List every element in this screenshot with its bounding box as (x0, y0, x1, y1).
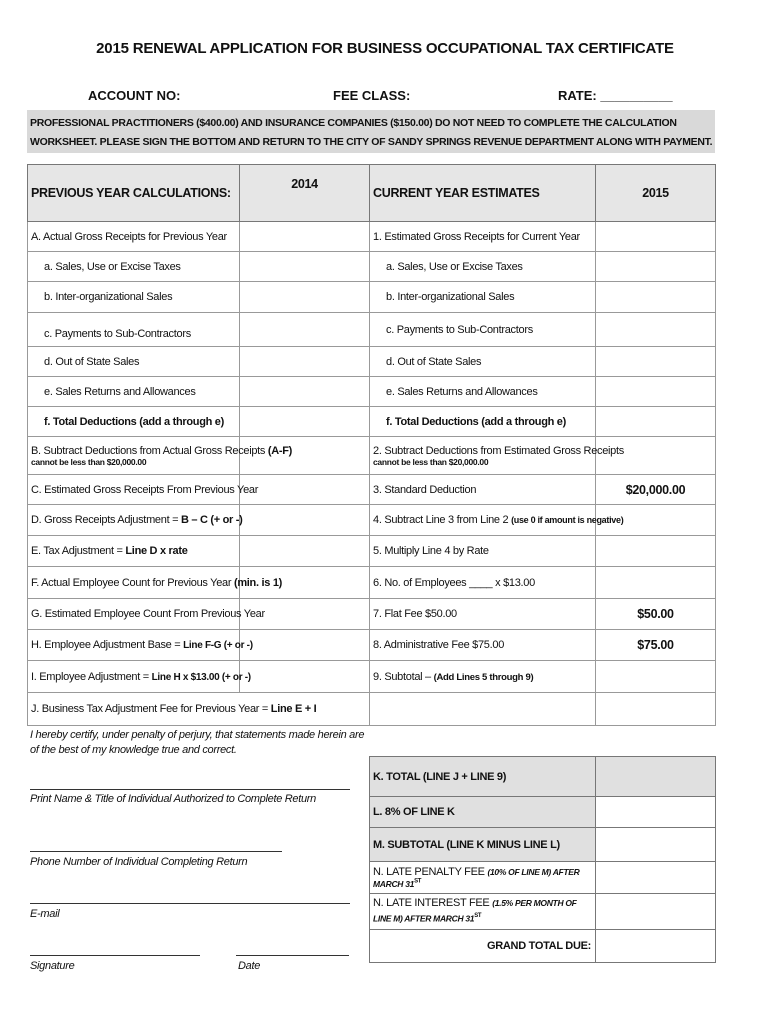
late-penalty-input[interactable] (596, 862, 716, 894)
totals-table (369, 756, 716, 963)
row-9-text: 9. Subtotal – (373, 670, 434, 683)
row-5-2015-input[interactable] (596, 536, 716, 567)
table-row (28, 222, 716, 252)
row-2-note: cannot be less than $20,000.00 (373, 456, 489, 467)
row-9-2015-input[interactable] (596, 661, 716, 693)
print-name-label: Print Name & Title of Individual Authorized to Complete Return (30, 793, 316, 805)
row-d-formula: B – C (+ or -) (180, 514, 243, 526)
grand-total-input[interactable] (596, 930, 716, 963)
table-row (28, 313, 716, 347)
table-row (28, 505, 716, 536)
row-e-text: E. Tax Adjustment = (31, 545, 126, 557)
row-c-label: C. Estimated Gross Receipts From Previous Year (28, 475, 240, 505)
row-7-label: 7. Flat Fee $50.00 (370, 599, 596, 630)
row-1-d-2015-input[interactable] (596, 347, 716, 377)
row-h-text: H. Employee Adjustment Base = (31, 639, 184, 651)
row-a-a-label: a. Sales, Use or Excise Taxes (28, 252, 240, 282)
row-2-label (370, 437, 624, 475)
signature-label: Signature (30, 960, 75, 972)
row-h-label (28, 630, 253, 661)
row-h-2014-input[interactable] (240, 630, 370, 661)
fee-class-label: FEE CLASS: (333, 88, 411, 103)
total-m-input[interactable] (596, 828, 716, 862)
row-a-f-2014-input[interactable] (240, 407, 370, 437)
row-a-label: A. Actual Gross Receipts for Previous Year (28, 222, 240, 252)
row-f-formula: (min. is 1) (233, 576, 282, 589)
row-2-text: 2. Subtract Deductions from Estimated Gross Receipts (373, 444, 624, 457)
row-a-c-2014-input[interactable] (240, 313, 370, 347)
phone-label: Phone Number of Individual Completing Return (30, 856, 248, 868)
late-interest-label (370, 894, 596, 930)
row-6-2015-input[interactable] (596, 567, 716, 599)
current-year-header: CURRENT YEAR ESTIMATES (370, 165, 596, 222)
email-line[interactable] (30, 903, 350, 904)
row-e-label (28, 536, 240, 567)
table-row (28, 693, 716, 726)
row-1-b-2015-input[interactable] (596, 282, 716, 313)
row-c-2014-input[interactable] (240, 475, 370, 505)
total-k-input[interactable] (596, 757, 716, 797)
table-row (28, 536, 716, 567)
table-row (28, 437, 716, 475)
row-1-e-label: e. Sales Returns and Allowances (370, 377, 596, 407)
row-1-b-label: b. Inter-organizational Sales (370, 282, 596, 313)
late-penalty-text: N. LATE PENALTY FEE (373, 865, 488, 878)
row-g-label: G. Estimated Employee Count From Previous Year (28, 599, 240, 630)
row-3-label: 3. Standard Deduction (370, 475, 596, 505)
certification-statement: I hereby certify, under penalty of perjury, that statements made herein are of the best of my knowledge true and correct. (30, 729, 365, 756)
form-title: 2015 RENEWAL APPLICATION FOR BUSINESS OCCUPATIONAL TAX CERTIFICATE (96, 40, 674, 57)
print-name-line[interactable] (30, 789, 350, 790)
year-2014-header: 2014 (240, 165, 370, 222)
late-penalty-note: (10% OF LINE M) AFTER MARCH 31 (373, 866, 580, 889)
year-2015-header: 2015 (596, 165, 716, 222)
row-f-label (28, 567, 282, 599)
row-i-text: I. Employee Adjustment = (31, 670, 152, 683)
row-3-value: $20,000.00 (596, 475, 716, 505)
row-1-e-2015-input[interactable] (596, 377, 716, 407)
row-1-f-2015-input[interactable] (596, 407, 716, 437)
row-8-label: 8. Administrative Fee $75.00 (370, 630, 596, 661)
row-f-text: F. Actual Employee Count for Previous Year (31, 576, 234, 589)
phone-line[interactable] (30, 851, 282, 852)
row-4-label (370, 505, 624, 536)
row-9-label (370, 661, 596, 693)
row-9-formula: (Add Lines 5 through 9) (433, 671, 534, 683)
row-e-2014-input[interactable] (240, 536, 370, 567)
row-b-label (28, 437, 293, 475)
row-a-e-2014-input[interactable] (240, 377, 370, 407)
row-j-label (28, 693, 370, 726)
total-l-label: L. 8% OF LINE K (370, 797, 596, 828)
total-row-n-penalty (370, 862, 716, 894)
email-label: E-mail (30, 908, 60, 920)
row-j-formula: Line E + I (270, 703, 317, 715)
table-row (28, 475, 716, 505)
table-row (28, 661, 716, 693)
table-row (28, 252, 716, 282)
total-row-grand (370, 930, 716, 963)
row-e-formula: Line D x rate (125, 545, 188, 557)
table-row (28, 407, 716, 437)
row-1-2015-input[interactable] (596, 222, 716, 252)
late-penalty-label (370, 862, 596, 894)
late-interest-input[interactable] (596, 894, 716, 930)
row-7-value: $50.00 (596, 599, 716, 630)
row-i-2014-input[interactable] (240, 661, 370, 693)
row-6-label: 6. No. of Employees ____ x $13.00 (370, 567, 596, 599)
late-interest-sup: ST (474, 913, 482, 920)
late-penalty-sup: ST (414, 877, 422, 884)
row-5-label: 5. Multiply Line 4 by Rate (370, 536, 596, 567)
row-i-formula: Line H x $13.00 (+ or -) (151, 671, 251, 683)
table-row (28, 282, 716, 313)
row-b-note: cannot be less than $20,000.00 (31, 456, 147, 467)
row-i-label (28, 661, 251, 693)
row-h-formula: Line F-G (+ or -) (183, 640, 253, 651)
account-no-label: ACCOUNT NO: (88, 88, 181, 103)
row-a-b-2014-input[interactable] (240, 282, 370, 313)
row-1-c-label: c. Payments to Sub-Contractors (370, 313, 596, 347)
row-1-d-label: d. Out of State Sales (370, 347, 596, 377)
table-row (28, 377, 716, 407)
instructions-notice: PROFESSIONAL PRACTITIONERS ($400.00) AND INSURANCE COMPANIES ($150.00) DO NOT NEED TO COMPLETE THE CALCULATION WORKSHEET. PLEASE SIGN THE BOTTOM AND RETURN TO THE CITY OF SANDY SPRINGS REVENUE DEPARTMENT ALONG WITH PAYMENT. (27, 110, 715, 153)
row-d-text: D. Gross Receipts Adjustment = (31, 514, 181, 526)
row-a-e-label: e. Sales Returns and Allowances (28, 377, 240, 407)
row-1-c-2015-input[interactable] (596, 313, 716, 347)
total-l-input[interactable] (596, 797, 716, 828)
row-j-2014-input[interactable] (370, 693, 596, 726)
table-row (28, 599, 716, 630)
total-k-label: K. TOTAL (LINE J + LINE 9) (370, 757, 596, 797)
prev-year-header: PREVIOUS YEAR CALCULATIONS: (28, 165, 240, 222)
row-a-d-2014-input[interactable] (240, 347, 370, 377)
row-d-2014-input[interactable] (240, 505, 370, 536)
calculation-table (27, 164, 716, 726)
row-b-text: B. Subtract Deductions from Actual Gross Receipts (31, 444, 268, 457)
row-4-text: 4. Subtract Line 3 from Line 2 (373, 514, 512, 526)
row-8-value: $75.00 (596, 630, 716, 661)
row-j-text: J. Business Tax Adjustment Fee for Previous Year = (31, 703, 271, 715)
row-b-formula: (A-F) (267, 444, 293, 457)
late-interest-note: (1.5% PER MONTH OF LINE M) AFTER MARCH 31 (373, 898, 577, 924)
date-label: Date (238, 960, 261, 972)
table-header-row (28, 165, 716, 222)
row-a-d-label: d. Out of State Sales (28, 347, 240, 377)
table-row (28, 567, 716, 599)
total-row-n-interest (370, 894, 716, 930)
table-row (28, 347, 716, 377)
row-1-label: 1. Estimated Gross Receipts for Current Year (370, 222, 596, 252)
row-a-b-label: b. Inter-organizational Sales (28, 282, 240, 313)
row-a-a-2014-input[interactable] (240, 252, 370, 282)
row-4-note: (use 0 if amount is negative) (511, 515, 624, 525)
signature-line[interactable] (30, 955, 200, 956)
total-row-m (370, 828, 716, 862)
row-a-c-label: c. Payments to Sub-Contractors (28, 313, 240, 347)
row-d-label (28, 505, 243, 536)
total-m-label: M. SUBTOTAL (LINE K MINUS LINE L) (370, 828, 596, 862)
row-1-a-2015-input[interactable] (596, 252, 716, 282)
row-a-2014-input[interactable] (240, 222, 370, 252)
table-row (28, 630, 716, 661)
grand-total-label: GRAND TOTAL DUE: (370, 930, 596, 963)
total-row-l (370, 797, 716, 828)
empty-cell (596, 693, 716, 726)
rate-label: RATE: __________ (558, 88, 673, 103)
row-1-a-label: a. Sales, Use or Excise Taxes (370, 252, 596, 282)
row-1-f-label: f. Total Deductions (add a through e) (370, 407, 596, 437)
late-interest-text: N. LATE INTEREST FEE (373, 897, 493, 910)
row-a-f-label: f. Total Deductions (add a through e) (28, 407, 240, 437)
date-line[interactable] (236, 955, 349, 956)
total-row-k (370, 757, 716, 797)
